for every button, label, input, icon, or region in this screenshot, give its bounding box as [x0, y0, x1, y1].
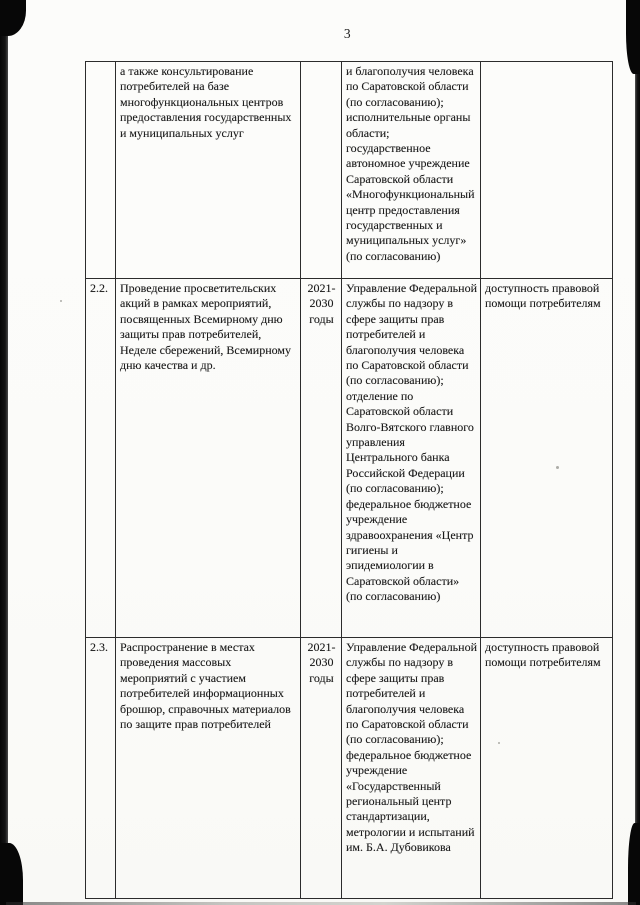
page-number: 3: [343, 26, 352, 41]
measures-table: [85, 61, 613, 899]
cell-result: [481, 62, 613, 279]
cell-result: доступность правовой помощи потребителям: [481, 279, 613, 638]
scan-edge-left-artifact: [0, 0, 8, 905]
cell-item-number: [86, 62, 116, 279]
cell-years: 2021-2030 годы: [301, 279, 342, 638]
scan-corner-bottom-left: [0, 843, 23, 905]
cell-activity: Проведение просветительских акций в рамках мероприятий, посвященных Всемирному дню защиты прав потребителей, Неделе сбережений, Всемирному дню качества и др.: [116, 279, 301, 638]
cell-responsible: Управление Федеральной службы по надзору в сфере защиты прав потребителей и благополучия человека по Саратовской области (по согласованию); отделение по Саратовской области Волго-Вятского главного управления Центрального банка Российской Федерации (по согласованию); федеральное бюджетное учреждение здравоохранения «Центр гигиены и эпидемиологии в Саратовской области» (по согласованию): [342, 279, 481, 638]
scan-corner-bottom-right: [628, 823, 640, 905]
scan-edge-right-artifact: [635, 0, 640, 905]
cell-item-number: 2.2.: [86, 279, 116, 638]
scan-corner-top-left: [0, 0, 26, 36]
table-row-continuation: [86, 62, 613, 279]
table-row-2-2: [86, 279, 613, 638]
cell-result: доступность правовой помощи потребителям: [481, 638, 613, 899]
cell-responsible: и благополучия человека по Саратовской области (по согласованию); исполнительные органы области; государственное автономное учреждение Саратовской области «Многофункциональный центр предоставления государственных и муниципальных услуг» (по согласованию): [342, 62, 481, 279]
cell-responsible: Управление Федеральной службы по надзору в сфере защиты прав потребителей и благополучия человека по Саратовской области (по согласованию); федеральное бюджетное учреждение «Государственный региональный центр стандартизации, метрологии и испытаний им. Б.А. Дубовикова: [342, 638, 481, 899]
cell-years: 2021-2030 годы: [301, 638, 342, 899]
cell-item-number: 2.3.: [86, 638, 116, 899]
table-row-2-3: [86, 638, 613, 899]
scan-speckle: [60, 300, 62, 302]
cell-activity: а также консультирование потребителей на базе многофункциональных центров предоставления государственных и муниципальных услуг: [116, 62, 301, 279]
cell-years: [301, 62, 342, 279]
cell-activity: Распространение в местах проведения массовых мероприятий с участием потребителей информационных брошюр, справочных материалов по защите прав потребителей: [116, 638, 301, 899]
